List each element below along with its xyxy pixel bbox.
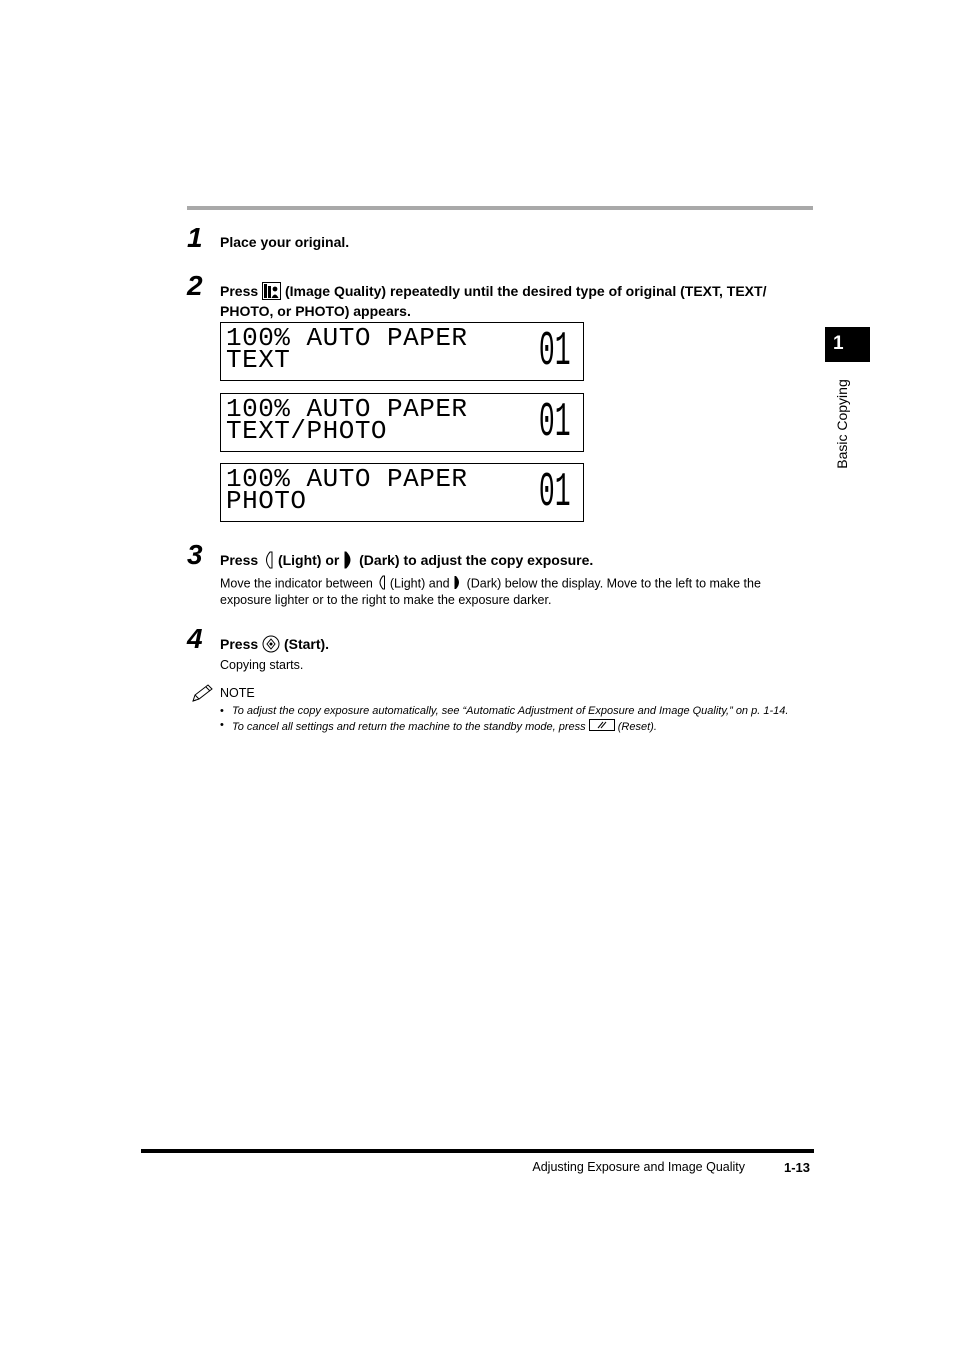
chapter-title-vertical: Basic Copying: [834, 379, 850, 469]
step-number-1: 1: [187, 222, 203, 253]
lcd-line-2: TEXT: [226, 345, 291, 375]
image-quality-icon: [262, 282, 281, 303]
note-bullet-1: • To adjust the copy exposure automatically, see “Automatic Adjustment of Exposure and Image Quality,” on p. 1-14.: [220, 705, 788, 719]
step-4-start-label: (Start).: [283, 636, 330, 653]
note-bullet-2: [220, 719, 788, 736]
dark-icon: [343, 551, 355, 572]
step-title-3: [220, 551, 593, 572]
step-4-press: Press: [220, 636, 259, 653]
light-icon: [262, 551, 274, 572]
step-3-body: [220, 575, 761, 607]
step-3-body-prefix: Move the indicator between: [220, 576, 373, 591]
lcd-display-text-photo: [220, 393, 584, 452]
lcd-line-2: TEXT/PHOTO: [226, 416, 388, 446]
note-list: [220, 705, 788, 735]
light-icon: [376, 575, 386, 593]
step-2-title-line2: PHOTO, or PHOTO) appears.: [220, 303, 411, 319]
top-rule: [187, 206, 813, 210]
dark-icon: [453, 575, 463, 593]
step-4-body: Copying starts.: [220, 658, 304, 672]
lcd-display-photo: [220, 463, 584, 522]
step-3-press: Press: [220, 552, 259, 569]
note-bullet-2-suffix: (Reset).: [617, 720, 657, 733]
bottom-rule: [141, 1149, 814, 1153]
note-label: NOTE: [220, 686, 255, 700]
step-2-title-rest: (Image Quality) repeatedly until the desired type of original (TEXT, TEXT/: [284, 283, 767, 300]
step-3-body-line2: exposure lighter or to the right to make the exposure darker.: [220, 593, 552, 607]
note-pencil-icon: [191, 683, 215, 708]
step-2-press: Press: [220, 283, 259, 300]
step-3-dark-label: (Dark) to adjust the copy exposure.: [359, 552, 594, 569]
lcd-copy-count: 01: [539, 396, 571, 450]
chapter-tab: [825, 327, 870, 362]
step-title-1: Place your original.: [220, 234, 350, 250]
step-title-4: [220, 635, 329, 656]
lcd-line-1: 100% AUTO PAPER: [226, 323, 468, 353]
lcd-line-1: 100% AUTO PAPER: [226, 464, 468, 494]
reset-icon: [589, 719, 615, 736]
step-3-body-light: (Light) and: [389, 576, 450, 591]
lcd-copy-count: 01: [539, 325, 571, 379]
lcd-copy-count: 01: [539, 466, 571, 520]
step-number-3: 3: [187, 539, 203, 570]
step-number-4: 4: [187, 623, 203, 654]
lcd-line-2: PHOTO: [226, 486, 307, 516]
chapter-number: 1: [833, 333, 844, 354]
footer-section-title: Adjusting Exposure and Image Quality: [532, 1160, 745, 1174]
step-3-body-dark: (Dark) below the display. Move to the left to make the: [466, 576, 761, 591]
lcd-line-1: 100% AUTO PAPER: [226, 394, 468, 424]
step-title-2: [220, 282, 766, 319]
step-number-2: 2: [187, 270, 203, 301]
lcd-display-text: [220, 322, 584, 381]
step-3-light-label: (Light) or: [277, 552, 340, 569]
footer-page-number: 1-13: [784, 1160, 811, 1175]
note-bullet-2-prefix: To cancel all settings and return the machine to the standby mode, press: [232, 720, 586, 733]
start-icon: [262, 635, 280, 656]
